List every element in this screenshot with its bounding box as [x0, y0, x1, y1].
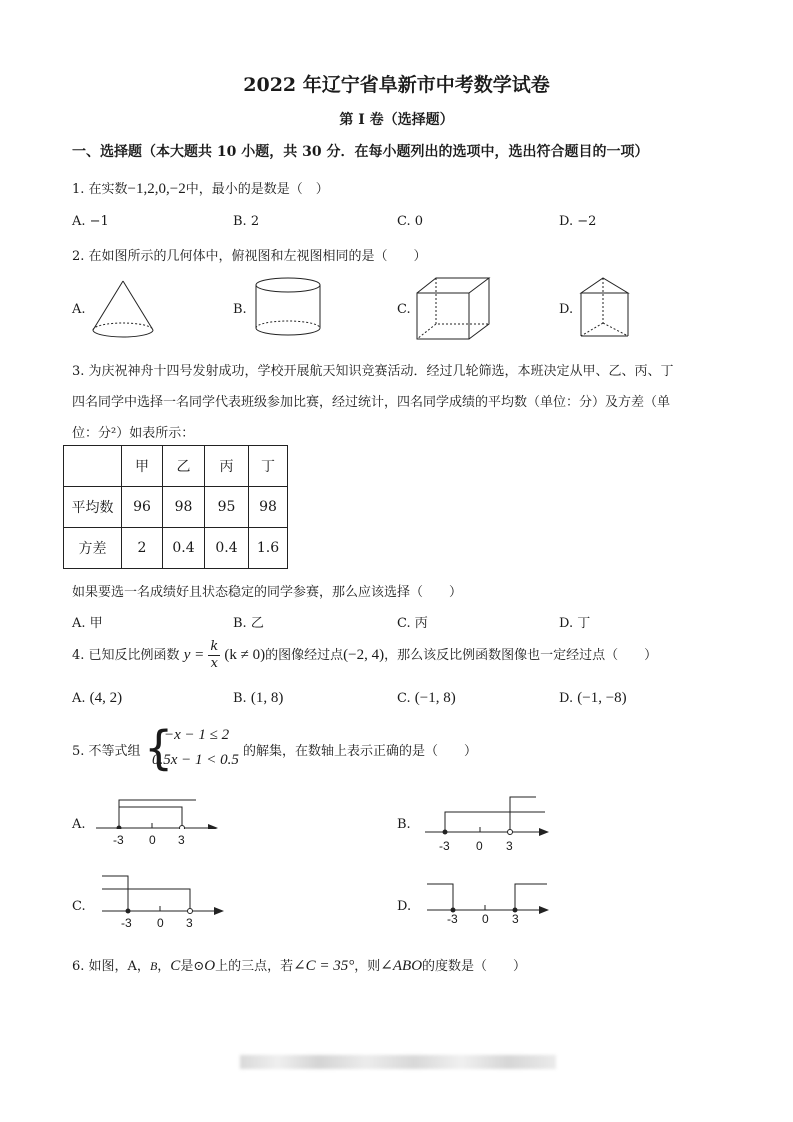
option-label: A.	[72, 691, 86, 706]
option-value: (−1, −8)	[577, 690, 627, 706]
q2-label-b: B.	[233, 302, 247, 317]
q5-label-d: D.	[397, 899, 412, 914]
q4-option-d	[559, 690, 627, 707]
tick-label: 3	[178, 833, 185, 847]
number-line-d	[425, 880, 551, 916]
tick-label: -3	[439, 839, 450, 853]
score-table	[63, 445, 288, 569]
q2-label-c: C.	[397, 302, 411, 317]
q6-point-c: C	[170, 958, 181, 974]
tick-label: 0	[157, 916, 164, 930]
option-value: (−1, 8)	[414, 690, 456, 706]
q6-point-o: O	[204, 958, 216, 974]
system-brace-icon: {	[144, 721, 174, 775]
table-cell: 1.6	[249, 528, 288, 569]
q4-suffix: ，那么该反比例函数图像也一定经过点（ ）	[384, 648, 658, 663]
table-cell: 96	[122, 487, 163, 528]
cylinder-icon	[252, 276, 324, 340]
table-cell: 2	[122, 528, 163, 569]
table-cell: 98	[163, 487, 205, 528]
q3-line-2: 四名同学中选择一名同学代表班级参加比赛，经过统计，四名同学成绩的平均数（单位：分）及方差（单	[72, 395, 671, 410]
question-1	[72, 178, 329, 198]
tick-label: 0	[482, 912, 489, 926]
section-heading: 一、选择题（本大题共 10 小题，共 30 分．在每小题列出的选项中，选出符合题目的一项）	[72, 144, 649, 160]
table-cell: 乙	[163, 446, 205, 487]
tick-label: 3	[506, 839, 513, 853]
q1-option-b: B. 2	[233, 214, 260, 229]
q1-option-a: A. −1	[72, 214, 109, 229]
q3-line-1: 3. 为庆祝神舟十四号发射成功，学校开展航天知识竞赛活动．经过几轮筛选，本班决定从甲、乙、丙、丁	[72, 364, 674, 379]
q1-option-c: C. 0	[397, 214, 424, 229]
cone-icon	[90, 278, 156, 340]
q1-numbers: −1,2,0,−2	[127, 181, 186, 197]
question-4	[72, 636, 657, 675]
q4-option-a	[72, 690, 122, 707]
table-cell: 98	[249, 487, 288, 528]
q5-label-a: A.	[72, 817, 86, 832]
q6-angle-abo: ∠ABO	[380, 958, 423, 974]
q6-sep: ，	[157, 959, 171, 974]
tick-label: 3	[512, 912, 519, 926]
q6-point-b: B	[149, 959, 158, 973]
q5-prefix: 5. 不等式组	[72, 744, 141, 759]
q6-mid: 上的三点，若	[215, 959, 294, 974]
fraction-denominator: x	[210, 656, 218, 671]
table-cell: 丁	[249, 446, 288, 487]
q4-fraction	[208, 639, 220, 672]
q4-prefix: 4. 已知反比例函数	[72, 648, 180, 663]
q3-option-b: B. 乙	[233, 616, 264, 631]
table-header-row	[64, 446, 288, 487]
q6-then: ，则	[354, 959, 381, 974]
q3-line-3: 位：分²）如表所示：	[72, 426, 195, 441]
q1-suffix: 中，最小的是数是（ ）	[185, 182, 329, 197]
q4-mid: 的图像经过点	[265, 648, 344, 663]
number-line-b	[423, 795, 551, 837]
table-cell: 0.4	[163, 528, 205, 569]
table-cell	[64, 446, 122, 487]
q2-label-d: D.	[559, 302, 574, 317]
table-cell: 0.4	[205, 528, 249, 569]
question-6	[72, 955, 526, 975]
table-cell: 甲	[122, 446, 163, 487]
q6-suffix: 的度数是（ ）	[422, 959, 527, 974]
q2-label-a: A.	[72, 302, 86, 317]
q3-option-c: C. 丙	[397, 616, 428, 631]
q1-prefix: 1. 在实数	[72, 182, 128, 197]
q4-point: (−2, 4)	[343, 647, 385, 663]
q5-inequality-1: −x − 1 ≤ 2	[164, 727, 230, 743]
q5-label-b: B.	[397, 817, 411, 832]
table-row	[64, 528, 288, 569]
triangular-prism-icon	[578, 276, 634, 342]
q6-prefix: 6. 如图，A，	[72, 959, 150, 974]
volume-subtitle: 第 I 卷（选择题）	[339, 112, 454, 128]
q5-suffix: 的解集，在数轴上表示正确的是（ ）	[243, 744, 478, 759]
q4-option-c	[397, 690, 456, 707]
option-label: C.	[397, 691, 411, 706]
table-row	[64, 487, 288, 528]
blurred-footer-watermark	[240, 1055, 556, 1069]
table-cell: 丙	[205, 446, 249, 487]
fraction-numerator: k	[210, 639, 219, 654]
q3-after-text: 如果要选一名成绩好且状态稳定的同学参赛，那么应该选择（ ）	[72, 585, 463, 600]
table-cell: 平均数	[64, 487, 122, 528]
q5-label-c: C.	[72, 899, 86, 914]
q6-angle-c: ∠C = 35°	[293, 958, 355, 974]
tick-label: 0	[476, 839, 483, 853]
q1-option-d: D. −2	[559, 214, 597, 229]
q6-circle-text: 是⊙	[180, 959, 205, 974]
tick-label: -3	[447, 912, 458, 926]
option-value: (1, 8)	[250, 690, 284, 706]
number-line-a	[94, 793, 220, 829]
question-2: 2. 在如图所示的几何体中，俯视图和左视图相同的是（ ）	[72, 249, 427, 264]
cube-icon	[414, 276, 494, 342]
number-line-c	[100, 874, 226, 916]
option-label: B.	[233, 691, 247, 706]
option-value: (4, 2)	[89, 690, 123, 706]
q4-y: y =	[183, 647, 205, 663]
tick-label: 3	[186, 916, 193, 930]
table-cell: 方差	[64, 528, 122, 569]
option-label: D.	[559, 691, 574, 706]
tick-label: -3	[113, 833, 124, 847]
q3-option-a: A. 甲	[72, 616, 103, 631]
tick-label: 0	[149, 833, 156, 847]
exam-title: 2022 年辽宁省阜新市中考数学试卷	[243, 74, 550, 96]
q5-inequality-2: 0.5x − 1 < 0.5	[152, 752, 239, 768]
q4-condition: (k ≠ 0)	[224, 647, 266, 663]
q3-option-d: D. 丁	[559, 616, 591, 631]
table-cell: 95	[205, 487, 249, 528]
tick-label: -3	[121, 916, 132, 930]
q4-option-b	[233, 690, 283, 707]
